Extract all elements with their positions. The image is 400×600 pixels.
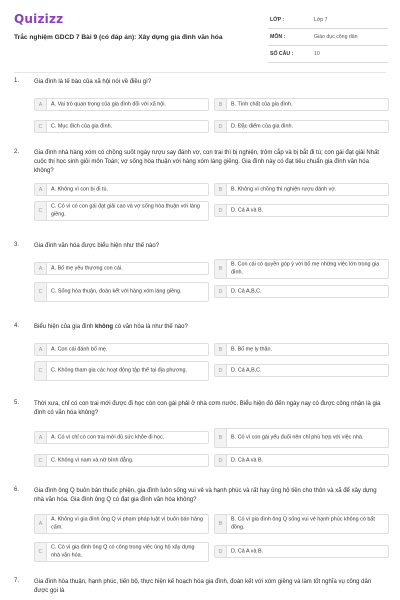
option-letter: D [215, 205, 227, 216]
option-letter: D [215, 286, 227, 297]
option-letter: C [35, 121, 47, 132]
option-a[interactable] [34, 343, 209, 356]
option-text: C. Không tham gia các hoạt động tập thể tại địa phương. [51, 367, 188, 374]
meta-value: Giáo dục công dân [314, 34, 358, 40]
option-letter: C [35, 283, 47, 301]
option-letter: D [215, 121, 227, 132]
option-d[interactable] [214, 545, 389, 558]
meta-row-subject [268, 32, 388, 46]
option-text: A. Con cái đánh bố mẹ. [51, 345, 108, 352]
option-text: D. Cả A và B. [231, 456, 264, 463]
question-text: Gia đình hòa thuận, hạnh phúc, tiến bộ, thực hiện kế hoạch hóa gia đình, đoàn kết với xóm giềng và làm tốt nghĩa vụ công dân được gọi là [34, 579, 372, 594]
option-text: C. Có vì có con gái đạt giải cao và vợ sống hòa thuận với láng giềng. [51, 203, 200, 217]
option-letter: D [215, 546, 227, 557]
meta-row-class [268, 15, 388, 29]
question-number: 5. [14, 400, 20, 406]
option-d[interactable] [214, 454, 389, 467]
option-c[interactable] [34, 120, 209, 133]
option-text: B. Không vì chồng thì nghiện rượu đánh vợ. [231, 185, 337, 192]
option-letter: C [35, 543, 47, 561]
option-letter: A [35, 184, 47, 195]
option-text: D. Đặc điểm của gia đình. [231, 122, 294, 129]
option-letter: B [215, 99, 227, 110]
meta-key: MÔN : [270, 34, 286, 40]
option-a[interactable] [34, 431, 209, 444]
option-text: B. Có vì con gái yếu đuối nên chỉ phù hợp với việc nhà. [231, 434, 364, 441]
option-text: C. Có vì gia đình ông Q có công trong việc ủng hộ xây dựng nhà văn hóa. [51, 544, 195, 558]
option-b[interactable] [214, 343, 389, 356]
option-c[interactable] [34, 542, 209, 562]
question-text: Gia đình văn hóa được biểu hiện như thế nào? [34, 243, 160, 249]
option-b[interactable] [214, 259, 389, 279]
option-text: B. Bố mẹ ly thân. [231, 345, 273, 352]
option-text: A. Không vì gia đình ông Q vi phạm pháp luật vì buôn bán hàng cấm. [51, 516, 203, 530]
emphasis: không [95, 324, 114, 330]
meta-value: 10 [314, 51, 320, 57]
option-c[interactable] [34, 454, 209, 467]
meta-row-question-count [268, 49, 388, 63]
meta-value: Lớp 7 [314, 17, 328, 23]
question-text: Gia đình ông Q buôn bán thuốc phiện, gia đình luôn sống vui vẻ và hạnh phúc và rất hay ủng hộ tiền cho thôn và xã để xây dựng nhà văn hóa. Gia đình ông Q có đạt gia đình văn hóa không? [34, 488, 377, 503]
option-c[interactable] [34, 361, 209, 381]
option-letter: B [215, 515, 227, 533]
option-a[interactable] [34, 183, 209, 196]
option-letter: A [35, 263, 47, 274]
quizizz-logo: Quizizz [14, 12, 64, 26]
option-d[interactable] [214, 204, 389, 217]
option-letter: B [215, 260, 227, 278]
option-letter: A [35, 99, 47, 110]
option-text: B. Tính chất của gia đình. [231, 100, 293, 107]
option-text: D. Cả A và B. [231, 547, 264, 554]
header-divider [14, 72, 386, 73]
question-number: 2. [14, 149, 20, 155]
option-text: D. Cả A và B. [231, 206, 264, 213]
option-d[interactable] [214, 120, 389, 133]
option-b[interactable] [214, 428, 389, 448]
question-number: 3. [14, 242, 20, 248]
option-letter: A [35, 344, 47, 355]
option-d[interactable] [214, 364, 389, 377]
document-title: Trắc nghiệm GDCD 7 Bài 9 (có đáp án): Xây dựng gia đình văn hóa [14, 34, 223, 41]
meta-table [268, 15, 388, 66]
meta-key: SỐ CÂU : [270, 51, 294, 57]
option-text: B. Con cái có quyền góp ý với bố mẹ những việc lớn trong gia đình. [231, 261, 380, 275]
option-b[interactable] [214, 183, 389, 196]
option-a[interactable] [34, 262, 209, 275]
question-text: Gia đình nhà hàng xóm có chồng suốt ngày rượu say đánh vợ, con trai thì bị nghiện, trộm cắp và bị bắt đi tù; con gái đạt giải Nhất cuộc thi học sinh giỏi môn Toán; vợ sống hòa thuận với hàng xóm láng giềng. Gia đình này có đạt tiêu chuẩn gia đình văn hóa không? [34, 150, 380, 174]
option-letter: B [215, 429, 227, 447]
option-b[interactable] [214, 514, 389, 534]
option-a[interactable] [34, 514, 209, 534]
option-letter: B [215, 184, 227, 195]
meta-key: LỚP : [270, 17, 285, 23]
option-text: D. Cả A,B,C. [231, 287, 262, 294]
option-letter: D [215, 455, 227, 466]
option-text: A. Bố mẹ yêu thương con cái. [51, 264, 123, 271]
question-number: 1. [14, 78, 20, 84]
option-text: A. Vai trò quan trọng của gia đình đối với xã hội. [51, 100, 166, 107]
question-number: 4. [14, 323, 20, 329]
question-text: Biểu hiện của gia đình không có văn hóa là như thế nào? [34, 324, 188, 330]
option-letter: A [35, 432, 47, 443]
option-c[interactable] [34, 282, 209, 302]
question-number: 6. [14, 487, 20, 493]
option-text: A. Không vì con bị đi tù. [51, 185, 108, 192]
option-text: A. Có vì chỉ có con trai mới đủ sức khỏe đi học. [51, 433, 165, 440]
option-a[interactable] [34, 98, 209, 111]
option-text: C. Không vì nam và nữ bình đẳng. [51, 456, 134, 463]
option-text: C. Mục đích của gia đình. [51, 122, 113, 129]
option-letter: C [35, 362, 47, 380]
option-letter: D [215, 365, 227, 376]
option-letter: A [35, 515, 47, 533]
option-text: B. Có vì gia đình ông Q sống vui vẻ hạnh phúc không có bất đồng. [231, 516, 375, 530]
header [0, 0, 400, 64]
option-text: D. Cả A,B,C. [231, 366, 262, 373]
option-d[interactable] [214, 285, 389, 298]
question-text: Gia đình là tế bào của xã hội nói về điều gì? [34, 79, 152, 85]
option-letter: C [35, 455, 47, 466]
question-text: Thời xưa, chỉ có con trai mới được đi học còn con gái phải ở nhà cơm nước. Biểu hiện đó đến ngày nay có được công nhận là gia đình có văn hóa không? [34, 401, 381, 416]
option-b[interactable] [214, 98, 389, 111]
question-number: 7. [14, 578, 20, 584]
option-letter: B [215, 344, 227, 355]
option-letter: C [35, 202, 47, 220]
option-text: C. Sống hòa thuận, đoàn kết với hàng xóm láng giềng. [51, 288, 182, 295]
option-c[interactable] [34, 201, 209, 221]
